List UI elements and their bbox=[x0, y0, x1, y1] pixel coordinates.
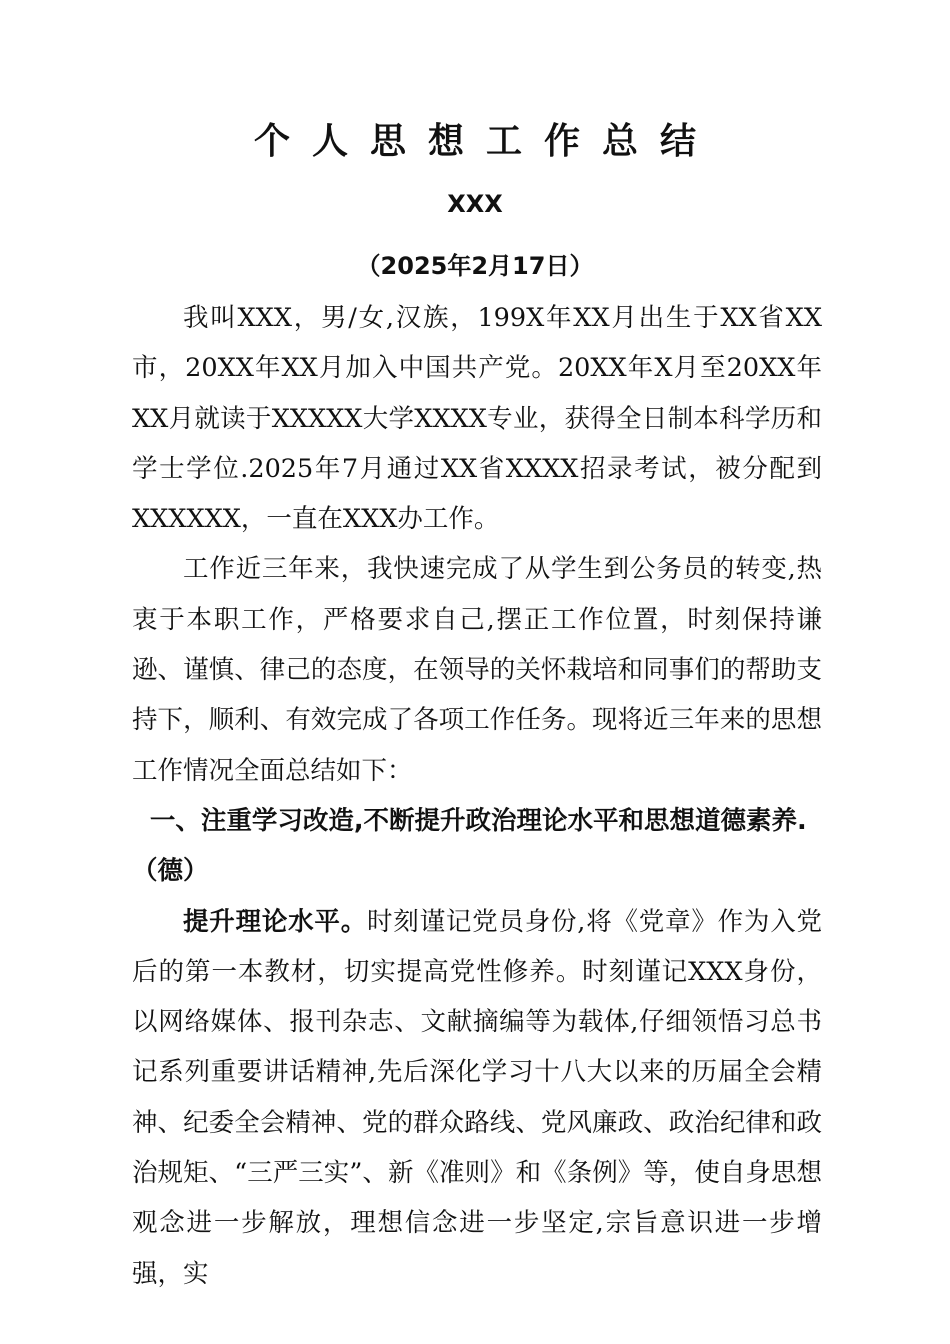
document-author: XXX bbox=[447, 190, 503, 218]
paragraph-theory-text: 时刻谨记党员身份,将《党章》作为入党后的第一本教材，切实提高党性修养。时刻谨记XXX身份，以网络媒体、报刊杂志、文献摘编等为载体,仔细领悟习总书记系列重要讲话精神,先后深化学习十八大以来的历届全会精神、纪委全会精神、党的群众路线、党风廉政、政治纪律和政治规矩、“三严三实”、新《准则》和《条例》等，使自身思想观念进一步解放，理想信念进一步坚定,宗旨意识进一步增强，实 bbox=[132, 906, 822, 1289]
paragraph-theory bbox=[132, 897, 822, 1299]
document-title: 个人思想工作总结 bbox=[253, 121, 718, 162]
section-heading-continuation: （德） bbox=[132, 856, 209, 887]
document-date: （2025年2月17日） bbox=[356, 252, 594, 280]
section-heading: 一、注重学习改造,不断提升政治理论水平和思想道德素养. bbox=[149, 805, 807, 836]
paragraph-intro: 我叫XXX，男/女,汉族，199X年XX月出生于XX省XX市，20XX年XX月加入中国共产党。20XX年X月至20XX年XX月就读于XXXXX大学XXXX专业，获得全日制本科学历和学士学位.2025年7月通过XX省XXXX招录考试，被分配到XXXXXX，一直在XXX办工作。 bbox=[132, 303, 822, 535]
paragraph-summary: 工作近三年来，我快速完成了从学生到公务员的转变,热衷于本职工作，严格要求自己,摆正工作位置，时刻保持谦逊、谨慎、律己的态度，在领导的关怀栽培和同事们的帮助支持下，顺利、有效完成了各项工作任务。现将近三年来的思想工作情况全面总结如下： bbox=[132, 554, 822, 786]
paragraph-lead-phrase: 提升理论水平。 bbox=[183, 906, 368, 937]
document-body bbox=[132, 293, 822, 1299]
